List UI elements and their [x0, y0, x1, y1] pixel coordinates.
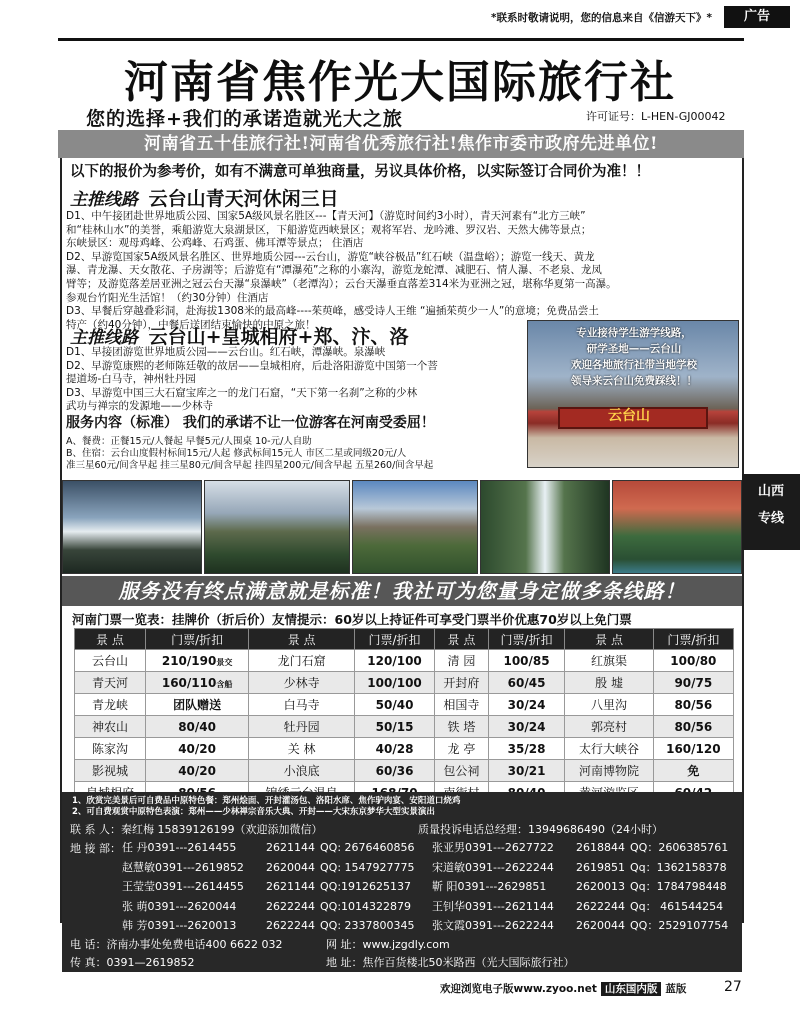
agent-cell: 任 丹0391---2614455	[122, 841, 237, 854]
attraction-name	[249, 650, 355, 672]
company-name: 河南省焦作光大国际旅行社	[124, 57, 676, 108]
ticket-row	[75, 738, 734, 760]
ticket-price-text: 80/56	[674, 719, 713, 734]
agent-cell: QQ: 2337800345	[320, 919, 415, 932]
attraction-name-text: 红旗渠	[591, 654, 628, 668]
agent-cell: 2622244	[266, 899, 315, 913]
ticket-price	[145, 672, 248, 694]
attraction-name	[435, 738, 489, 760]
study-tour-line3: 欢迎各地旅行社带当地学校	[571, 359, 697, 371]
study-tour-line2: 研学圣地——云台山	[586, 343, 682, 355]
contact-label: 联 系 人：	[70, 823, 121, 836]
scenic-photo-strip	[62, 480, 742, 574]
attraction-name-text: 包公祠	[443, 764, 480, 778]
attraction-name-text: 小浪底	[283, 764, 320, 778]
attraction-name-text: 牡丹园	[283, 720, 320, 734]
ticket-price-text: 120/100	[367, 653, 422, 668]
ticket-price	[488, 672, 565, 694]
ticket-price	[145, 760, 248, 782]
ticket-row	[75, 716, 734, 738]
agent-cell: 2621144	[266, 880, 315, 893]
footer-note-food: 1、欣赏完美景后可自费品中原特色餐：郑州烩面、开封灌汤包、洛阳水席、焦作驴肉宴、安阳道口烧鸡	[72, 796, 461, 806]
ticket-price	[488, 716, 565, 738]
route2-name: 云台山+皇城相府+郑、汴、洛	[148, 326, 409, 348]
itinerary-line: 和“桂林山水”的美誉，乘船游览大泉湖景区，下船游览西峡景区；观将军岩、龙吟滩、罗汉岩、天然大佛等景点；	[66, 223, 592, 236]
website[interactable]: 网 址：www.jzgdly.com	[326, 938, 450, 951]
contact-row	[70, 821, 322, 837]
ticket-price	[488, 738, 565, 760]
agent-cell: Qq： 461544254	[630, 899, 724, 913]
attraction-name-text: 龙 亭	[447, 742, 476, 756]
itinerary-line: D1、早接团游览世界地质公园——云台山。红石峡，潭瀑峡。泉瀑峡	[66, 346, 386, 358]
attraction-name-text: 八里沟	[591, 698, 628, 712]
attraction-name-text: 开封府	[443, 676, 480, 690]
address: 地 址：焦作百货楼北50米路西（光大国际旅行社）	[326, 956, 575, 969]
itinerary-line: D1、中午接团赴世界地质公园、国家5A级风景名胜区---【青天河】（游览时间约3小时），青天河素有“北方三峡”	[66, 210, 586, 222]
bottom-bar	[440, 981, 686, 996]
ticket-price-text: 100/100	[367, 675, 422, 690]
ticket-column-header: 门票/折扣	[354, 629, 434, 650]
service-pledge: 我们的承诺不让一位游客在河南受委屈！	[182, 415, 435, 431]
agent-cell: QQ:1014322879	[320, 899, 412, 913]
ticket-price	[488, 650, 565, 672]
company-slogan: 您的选择+我们的承诺造就光大之旅	[86, 108, 403, 130]
ticket-price	[653, 650, 733, 672]
service-banner: 服务没有终点满意就是标准！我社可为您量身定做多条线路！	[62, 576, 742, 606]
study-tour-caption	[534, 325, 734, 389]
service-standard: 服务内容（标准）	[66, 415, 178, 431]
attraction-name	[435, 760, 489, 782]
attraction-name-text: 相国寺	[443, 698, 480, 712]
itinerary-line: D3、早餐后穿越叠彩洞，赴海拔1308米的最高峰----茱萸峰，感受诗人王维 “遍插茱萸少一人”的意境；免费品尝土	[66, 305, 599, 318]
route2-lead: 主推线路	[70, 328, 138, 348]
attraction-name-text: 少林寺	[283, 676, 320, 690]
ticket-price-text: 80/56	[674, 697, 713, 712]
ticket-price-note: 含船	[216, 679, 233, 689]
ticket-price-text: 50/40	[375, 697, 414, 712]
side-tab-line2: 专线	[757, 511, 784, 526]
itinerary-line: 参观台竹阳光生活馆！（约30分钟）住酒店	[66, 291, 269, 304]
attraction-name-text: 太行大峡谷	[579, 742, 640, 756]
scenic-photo	[62, 480, 202, 574]
itinerary-line: 特产（约40分钟），中餐后送团结束愉快的中原之旅！	[66, 318, 316, 331]
ticket-price-text: 40/20	[178, 763, 216, 778]
ticket-price-text: 30/21	[507, 763, 546, 778]
agent-cell: 2622244	[266, 919, 315, 932]
route2-itinerary	[66, 346, 518, 414]
attraction-name-text: 白马寺	[283, 698, 320, 712]
header-rule	[58, 38, 744, 41]
attraction-name-text: 影视城	[91, 764, 128, 778]
ticket-price	[145, 738, 248, 760]
study-tour-line4: 领导来云台山免费踩线！！	[571, 375, 697, 387]
agent-cell: QQ: 2676460856	[320, 841, 415, 854]
attraction-name	[75, 716, 146, 738]
source-notice: *联系时敬请说明，您的信息来自《信游天下》*	[491, 12, 712, 24]
attraction-name	[75, 738, 146, 760]
agent-cell: Qq：1362158378	[630, 860, 727, 874]
ticket-price-text: 100/80	[670, 653, 717, 668]
itinerary-line: 臂等；及游览落差居亚洲之冠云台天瀑“泉瀑峡”（老潭沟）；云台天瀑垂直落差314米为亚洲之冠，堪称华夏第一高瀑。	[66, 277, 617, 290]
ticket-price	[653, 716, 733, 738]
edition-tag: 山东国内版	[601, 982, 662, 996]
attraction-name-text: 关 林	[287, 742, 316, 756]
ticket-table	[74, 628, 734, 804]
ticket-price-note: 景交	[216, 657, 233, 667]
attraction-name	[565, 738, 653, 760]
study-tour-line1: 专业接待学生游学线路，	[576, 327, 692, 339]
attraction-name	[75, 694, 146, 716]
ticket-price	[354, 694, 434, 716]
ticket-table-title: 河南门票一览表：挂牌价（折后价）友情提示：60岁以上持证件可享受门票半价优惠70岁以上免门票	[72, 612, 632, 627]
service-title	[66, 412, 435, 432]
attraction-name-text: 龙门石窟	[277, 654, 326, 668]
agents-label: 地 接 部：	[70, 842, 121, 855]
ticket-price	[653, 694, 733, 716]
ticket-price	[354, 760, 434, 782]
ad-tag: 广告	[724, 6, 790, 28]
route1-title	[70, 184, 339, 211]
attraction-name	[249, 738, 355, 760]
ticket-price-text: 160/120	[666, 741, 721, 756]
itinerary-line: 准三星60元/间含早起 挂三星80元/间含早起 挂四星200元/间含早起 五星260/间含早起	[66, 460, 434, 471]
page-number: 27	[724, 979, 742, 995]
ticket-column-header: 景 点	[435, 629, 489, 650]
ticket-price	[653, 672, 733, 694]
agent-cell: QQ:1912625137	[320, 880, 412, 893]
gate-sign: 云台山	[608, 408, 650, 424]
agent-cell: 2618844	[576, 841, 625, 854]
footer-note-show: 2、可自费观赏中原特色表演：郑州——少林禅宗音乐大典、开封——大宋东京梦华大型实景演出	[72, 807, 435, 817]
scenic-photo	[612, 480, 742, 574]
itinerary-line: D2、早游览康熙的老师陈廷敬的故居——皇城相府，后赴洛阳游览中国第一个菩	[66, 359, 438, 372]
ticket-column-header: 门票/折扣	[653, 629, 733, 650]
agent-cell: 2620044	[576, 919, 625, 932]
ticket-price	[145, 716, 248, 738]
ticket-price-text: 30/24	[507, 719, 546, 734]
attraction-name-text: 殷 墟	[595, 676, 623, 690]
ticket-price-text: 100/85	[503, 653, 550, 668]
ticket-price-text: 团队赠送	[173, 698, 222, 712]
attraction-name	[435, 650, 489, 672]
route1-name: 云台山青天河休闲三日	[148, 188, 339, 210]
agent-cell: 张 萌0391---2620044	[122, 899, 237, 913]
agent-cell: 王钊华0391---2621144	[432, 899, 554, 913]
ticket-column-header: 景 点	[249, 629, 355, 650]
ticket-price-text: 90/75	[674, 675, 713, 690]
shanxi-line-tab[interactable]	[742, 474, 800, 550]
agent-cell: Qq：1784798448	[630, 880, 727, 893]
ticket-price	[653, 738, 733, 760]
attraction-name-text: 神农山	[91, 720, 128, 734]
ticket-column-header: 景 点	[565, 629, 653, 650]
attraction-name	[435, 716, 489, 738]
itinerary-line: 瀑、青龙瀑、天女散花、子房湖等；后游览有“潭瀑苑”之称的小寨沟，游览龙蛇潭、减肥石、情人瀑、不老泉、龙凤	[66, 264, 602, 277]
itinerary-line: D3、早游览中国三大石窟宝库之一的龙门石窟，“天下第一名刹”之称的少林	[66, 386, 418, 399]
ticket-price	[145, 694, 248, 716]
ticket-price-text: 60/36	[375, 763, 414, 778]
ticket-price-text: 免	[687, 764, 700, 778]
scenic-photo	[204, 480, 350, 574]
agent-cell: 靳 阳0391---2629851	[432, 880, 547, 893]
attraction-name-text: 铁 塔	[447, 720, 476, 734]
agent-cell: 张亚男0391---2627722	[432, 841, 554, 854]
browse-link[interactable]: 欢迎浏览电子版www.zyoo.net	[440, 983, 597, 995]
ticket-price	[488, 694, 565, 716]
ticket-price-text: 30/24	[507, 697, 546, 712]
agent-cell: 王莹莹0391---2614455	[122, 880, 244, 893]
itinerary-line: 武功与禅宗的发源地——少林寺	[66, 400, 213, 413]
scenic-photo	[352, 480, 478, 574]
agent-cell: 韩 芳0391---2620013	[122, 919, 237, 932]
attraction-name-text: 河南博物院	[579, 764, 640, 778]
ticket-price-text: 40/20	[178, 741, 216, 756]
agent-cell: 2620044	[266, 860, 315, 874]
attraction-name	[565, 760, 653, 782]
study-tour-photo	[527, 320, 739, 468]
ticket-price-text: 160/110	[161, 675, 217, 690]
license-number: 许可证号：L-HEN-GJ00042	[586, 110, 726, 123]
itinerary-line: A、餐费：正餐15元/人餐起 早餐5元/人围桌 10-元/人自助	[66, 436, 312, 447]
honors-bar: 河南省五十佳旅行社!河南省优秀旅行社!焦作市委市政府先进单位!	[58, 130, 744, 158]
ticket-price-text: 35/28	[507, 741, 546, 756]
ticket-price-text: 60/45	[507, 675, 546, 690]
ticket-header-row	[75, 629, 734, 650]
agent-cell: QQ: 1547927775	[320, 860, 415, 874]
attraction-name	[75, 650, 146, 672]
itinerary-line: 东峡景区：观母鸡峰、公鸡峰、石鸡蛋、佛耳潭等景点； 住酒店	[66, 237, 364, 250]
agent-cell: QQ：2529107754	[630, 919, 729, 932]
agent-cell: 宋道敏0391---2622244	[432, 860, 554, 874]
ticket-row	[75, 650, 734, 672]
attraction-name	[435, 672, 489, 694]
agent-cell: 赵慧敏0391---2619852	[122, 860, 244, 874]
agent-cell: 张文霞0391---2622244	[432, 919, 554, 932]
side-tab-line1: 山西	[757, 484, 784, 499]
ticket-price-text: 40/28	[375, 741, 414, 756]
route1-lead: 主推线路	[70, 190, 138, 210]
attraction-name-text: 云台山	[91, 654, 128, 668]
fax: 传 真：0391—2619852	[70, 956, 195, 969]
ticket-price	[354, 738, 434, 760]
attraction-name-text: 青龙峡	[91, 698, 128, 712]
attraction-name	[75, 672, 146, 694]
itinerary-line: B、住宿：云台山度假村标间15元/人起 修武标间15元人 市区二星或同级20元/人	[66, 448, 407, 459]
color-edition: 蓝版	[665, 983, 687, 995]
attraction-name	[249, 694, 355, 716]
ticket-price	[653, 760, 733, 782]
agent-cell: 2620013	[576, 880, 625, 893]
attraction-name	[565, 694, 653, 716]
route1-itinerary	[66, 210, 738, 332]
attraction-name	[249, 716, 355, 738]
ticket-price	[354, 672, 434, 694]
attraction-name	[249, 760, 355, 782]
ticket-price	[354, 716, 434, 738]
contact-value: 秦红梅 15839126199（欢迎添加微信）	[121, 823, 323, 836]
attraction-name-text: 陈家沟	[91, 742, 128, 756]
ticket-column-header: 门票/折扣	[145, 629, 248, 650]
ticket-row	[75, 694, 734, 716]
free-phone: 电 话：济南办事处免费电话400 6622 032	[70, 938, 283, 951]
service-details	[66, 436, 526, 472]
itinerary-line: D2、早游览国家5A级风景名胜区、世界地质公园---云台山，游览“峡谷极品”红石峡（温盘峪）；游览一线天、黄龙	[66, 250, 595, 263]
ticket-row	[75, 672, 734, 694]
route2-title	[70, 322, 408, 349]
ticket-price	[145, 650, 248, 672]
ticket-price-text: 80/40	[178, 719, 216, 734]
ticket-column-header: 景 点	[75, 629, 146, 650]
attraction-name-text: 青天河	[91, 676, 128, 690]
attraction-name	[435, 694, 489, 716]
attraction-name-text: 清 园	[447, 654, 476, 668]
footer-notes	[72, 796, 460, 818]
ticket-price	[354, 650, 434, 672]
attraction-name	[565, 672, 653, 694]
top-notice-bar	[430, 6, 790, 42]
scenic-photo	[480, 480, 610, 574]
agent-cell: 2619851	[576, 860, 625, 874]
agent-cell: 2622244	[576, 899, 625, 913]
price-disclaimer: 以下的报价为参考价，如有不满意可单独商量，另议具体价格，以实际签订合同价为准！！	[70, 164, 650, 180]
complaint-phone: 质量投诉电话总经理：13949686490（24小时）	[418, 823, 663, 836]
ticket-row	[75, 760, 734, 782]
attraction-name	[249, 672, 355, 694]
attraction-name	[565, 716, 653, 738]
ticket-price	[488, 760, 565, 782]
agent-cell: QQ：2606385761	[630, 841, 729, 854]
ticket-column-header: 门票/折扣	[488, 629, 565, 650]
ticket-price-text: 210/190	[161, 653, 217, 668]
attraction-name	[75, 760, 146, 782]
itinerary-line: 提道场-白马寺，神州牡丹园	[66, 373, 196, 386]
ticket-price-text: 50/15	[375, 719, 414, 734]
attraction-name-text: 郭亮村	[591, 720, 628, 734]
agent-cell: 2621144	[266, 841, 315, 854]
attraction-name	[565, 650, 653, 672]
